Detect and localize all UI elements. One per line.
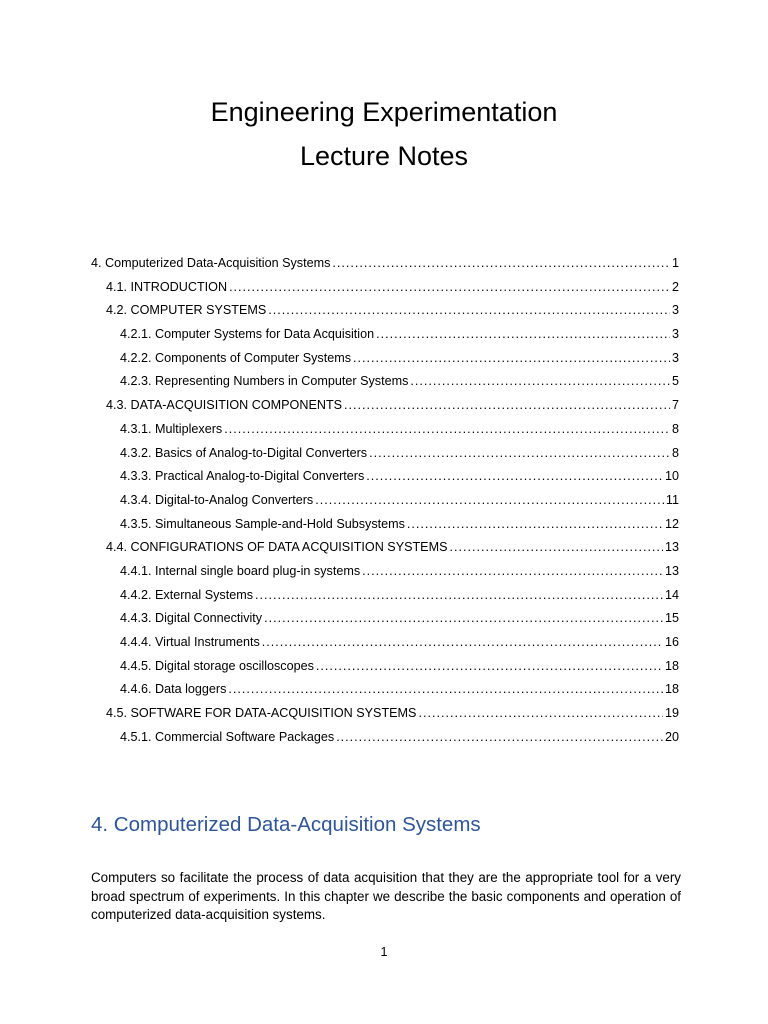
toc-dot-leader [418, 702, 663, 726]
toc-dot-leader [224, 418, 670, 442]
toc-entry-title: 4.3.2. Basics of Analog-to-Digital Converters [120, 445, 368, 460]
toc-dot-leader [366, 465, 663, 489]
toc-entry[interactable] [91, 584, 679, 608]
toc-entry[interactable] [91, 726, 679, 750]
toc-dot-leader [255, 584, 663, 608]
toc-entry-page: 15 [664, 611, 679, 626]
toc-entry-page: 16 [664, 635, 679, 649]
toc-dot-leader [316, 655, 663, 679]
toc-entry-page: 3 [671, 350, 679, 365]
toc-entry-title: 4.2.3. Representing Numbers in Computer Systems [120, 374, 409, 389]
toc-entry-page: 13 [664, 540, 679, 555]
document-subtitle: Lecture Notes [299, 141, 469, 171]
toc-entry-title: 4.4.5. Digital storage oscilloscopes [120, 658, 314, 673]
toc-entry-page: 13 [664, 563, 679, 578]
toc-entry[interactable] [91, 678, 679, 702]
section-body-paragraph: Computers so facilitate the process of data acquisition that they are the appropriate tool for a very broad spectrum of experiments. In this chapter we describe the basic components and operation of computerized data-acquisition systems. [91, 870, 681, 922]
toc-dot-leader [344, 394, 670, 418]
toc-dot-leader [353, 347, 670, 371]
page-number: 1 [380, 945, 388, 959]
toc-dot-leader [362, 560, 663, 584]
toc-entry-title: 4.4.4. Virtual Instruments [120, 635, 260, 649]
table-of-contents [91, 252, 679, 749]
toc-entry[interactable] [91, 370, 679, 394]
toc-entry-title: 4.2.1. Computer Systems for Data Acquisition [120, 327, 375, 342]
toc-dot-leader [268, 299, 670, 323]
toc-dot-leader [410, 370, 670, 394]
toc-entry[interactable] [91, 560, 679, 584]
toc-entry[interactable] [91, 323, 679, 347]
toc-entry-page: 20 [664, 729, 679, 744]
toc-entry[interactable] [91, 347, 679, 371]
toc-entry-title: 4.3. DATA-ACQUISITION COMPONENTS [106, 398, 343, 413]
toc-dot-leader [449, 536, 663, 560]
toc-dot-leader [228, 678, 663, 702]
toc-entry[interactable] [91, 513, 679, 537]
toc-dot-leader [369, 442, 670, 466]
toc-entry[interactable] [91, 631, 679, 655]
toc-entry[interactable] [91, 607, 679, 631]
toc-entry[interactable] [91, 489, 679, 513]
toc-entry-page: 18 [664, 682, 679, 697]
toc-entry-page: 2 [671, 279, 679, 294]
section-heading: 4. Computerized Data-Acquisition Systems [91, 813, 481, 836]
document-title: Engineering Experimentation [210, 97, 558, 127]
toc-entry-title: 4.5.1. Commercial Software Packages [120, 729, 335, 744]
toc-entry-title: 4.2.2. Components of Computer Systems [120, 350, 351, 365]
toc-entry-page: 1 [671, 256, 679, 270]
toc-entry-title: 4.4.1. Internal single board plug-in systems [120, 563, 361, 578]
toc-entry-page: 8 [671, 421, 679, 436]
toc-entry-title: 4.3.1. Multiplexers [120, 421, 223, 436]
toc-entry-page: 5 [671, 374, 679, 389]
toc-entry-page: 8 [671, 445, 679, 460]
toc-dot-leader [315, 489, 664, 513]
toc-dot-leader [336, 726, 663, 750]
toc-entry-title: 4.3.3. Practical Analog-to-Digital Converters [120, 469, 365, 484]
toc-dot-leader [407, 513, 663, 537]
toc-entry-page: 3 [671, 303, 679, 318]
toc-dot-leader [229, 276, 670, 300]
toc-entry[interactable] [91, 394, 679, 418]
toc-entry-page: 18 [664, 658, 679, 673]
toc-entry-title: 4.2. COMPUTER SYSTEMS [106, 303, 267, 318]
toc-entry[interactable] [91, 536, 679, 560]
toc-entry[interactable] [91, 702, 679, 726]
toc-entry-title: 4.3.4. Digital-to-Analog Converters [120, 492, 314, 507]
toc-entry-page: 11 [665, 492, 679, 507]
toc-entry[interactable] [91, 655, 679, 679]
toc-entry-title: 4.4.6. Data loggers [120, 682, 227, 697]
toc-entry-page: 7 [671, 398, 679, 413]
toc-entry-title: 4.1. INTRODUCTION [106, 279, 228, 294]
toc-entry-title: 4. Computerized Data-Acquisition Systems [91, 256, 331, 270]
toc-dot-leader [332, 252, 670, 276]
toc-entry[interactable] [91, 276, 679, 300]
toc-entry-page: 3 [671, 327, 679, 342]
toc-dot-leader [264, 607, 663, 631]
toc-entry[interactable] [91, 442, 679, 466]
toc-entry[interactable] [91, 252, 679, 276]
toc-entry-title: 4.5. SOFTWARE FOR DATA-ACQUISITION SYSTEMS [106, 706, 417, 721]
toc-entry-title: 4.3.5. Simultaneous Sample-and-Hold Subsystems [120, 516, 405, 531]
toc-entry[interactable] [91, 418, 679, 442]
toc-dot-leader [262, 631, 663, 655]
toc-entry-page: 10 [664, 469, 679, 484]
toc-entry-title: 4.4.2. External Systems [120, 587, 253, 602]
toc-entry-page: 19 [664, 706, 679, 721]
toc-entry[interactable] [91, 299, 679, 323]
toc-dot-leader [376, 323, 670, 347]
toc-entry[interactable] [91, 465, 679, 489]
toc-entry-title: 4.4. CONFIGURATIONS OF DATA ACQUISITION SYSTEMS [106, 540, 448, 555]
toc-entry-page: 12 [664, 516, 679, 531]
toc-entry-page: 14 [664, 587, 679, 602]
toc-entry-title: 4.4.3. Digital Connectivity [120, 611, 263, 626]
